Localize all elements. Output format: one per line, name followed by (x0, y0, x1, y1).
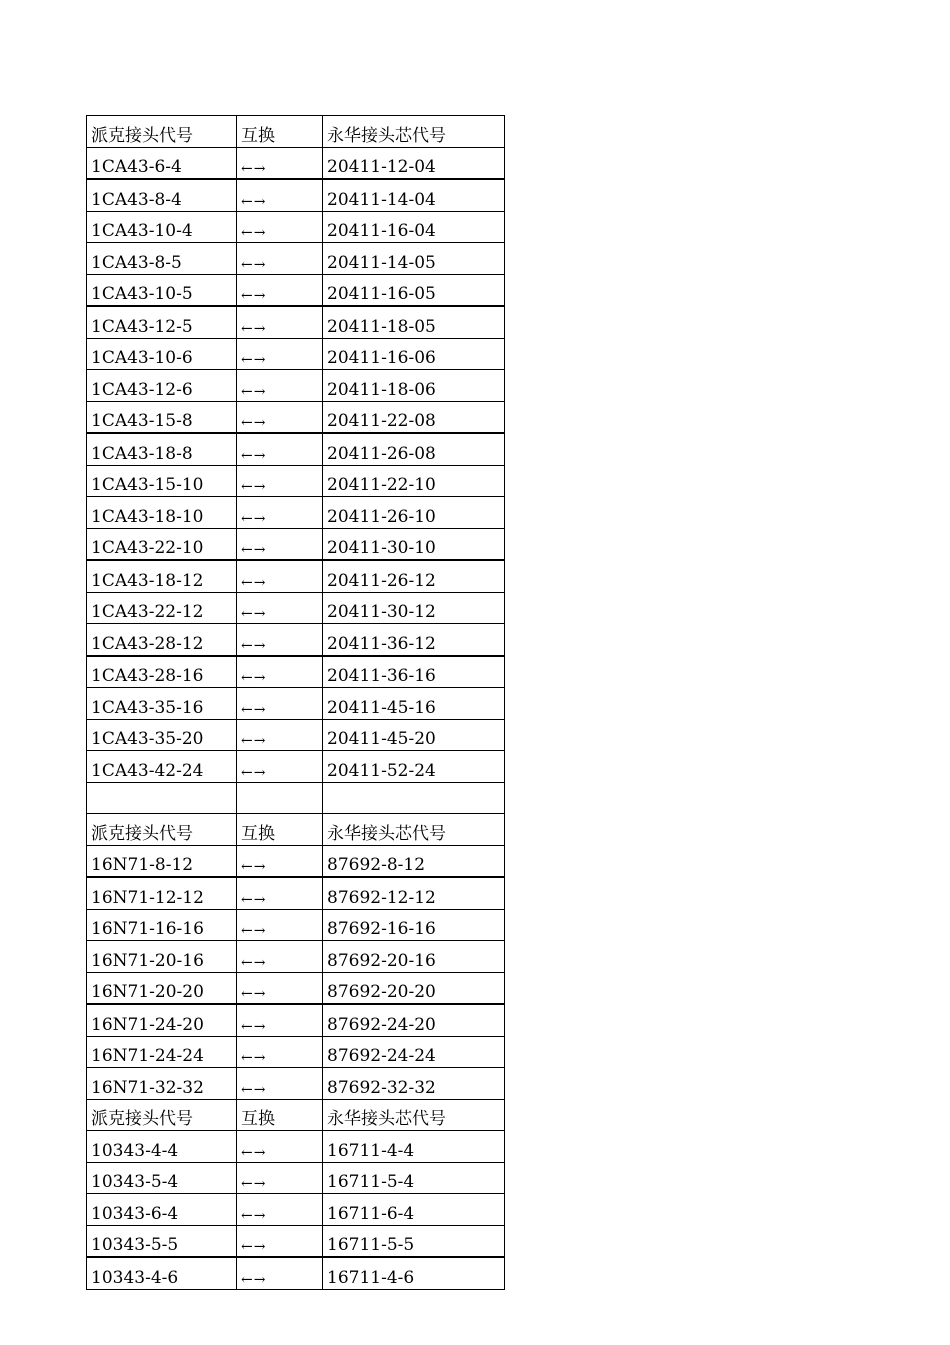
interchange-cell: ←→ (237, 909, 323, 941)
empty-cell (87, 782, 237, 814)
table-row (87, 624, 505, 656)
interchange-cell: ←→ (237, 1225, 323, 1257)
parker-code-cell: 1CA43-35-20 (87, 719, 237, 751)
table-row (87, 909, 505, 941)
interchange-cell: ←→ (237, 179, 323, 211)
parker-code-cell: 16N71-8-12 (87, 845, 237, 877)
yonghua-code-cell: 87692-20-16 (323, 941, 505, 973)
interchange-cell: ←→ (237, 528, 323, 560)
yonghua-code-cell: 20411-45-20 (323, 719, 505, 751)
empty-cell (323, 782, 505, 814)
header-yonghua-code: 永华接头芯代号 (323, 1099, 505, 1131)
yonghua-code-cell: 20411-26-12 (323, 560, 505, 592)
yonghua-code-cell: 20411-22-10 (323, 465, 505, 497)
table-row (87, 751, 505, 783)
yonghua-code-cell: 87692-24-24 (323, 1036, 505, 1068)
yonghua-code-cell: 87692-20-20 (323, 972, 505, 1004)
parker-code-cell: 1CA43-18-12 (87, 560, 237, 592)
interchange-cell: ←→ (237, 1131, 323, 1163)
interchange-cell: ←→ (237, 592, 323, 624)
parker-code-cell: 1CA43-10-6 (87, 338, 237, 370)
yonghua-code-cell: 20411-30-10 (323, 528, 505, 560)
interchange-cell: ←→ (237, 1162, 323, 1194)
parker-code-cell: 10343-4-6 (87, 1257, 237, 1289)
table-row (87, 1162, 505, 1194)
yonghua-code-cell: 20411-14-04 (323, 179, 505, 211)
yonghua-code-cell: 20411-18-05 (323, 306, 505, 338)
interchange-cell: ←→ (237, 465, 323, 497)
interchange-cell: ←→ (237, 751, 323, 783)
table-row (87, 211, 505, 243)
yonghua-code-cell: 20411-12-04 (323, 147, 505, 179)
interchange-cell: ←→ (237, 941, 323, 973)
interchange-cell: ←→ (237, 719, 323, 751)
header-interchange: 互换 (237, 116, 323, 148)
table-row (87, 592, 505, 624)
header-row (87, 814, 505, 846)
parker-code-cell: 1CA43-10-4 (87, 211, 237, 243)
interchange-cell: ←→ (237, 243, 323, 275)
yonghua-code-cell: 20411-26-08 (323, 433, 505, 465)
header-row (87, 116, 505, 148)
yonghua-code-cell: 87692-32-32 (323, 1068, 505, 1100)
table-row (87, 656, 505, 688)
parker-code-cell: 1CA43-8-4 (87, 179, 237, 211)
interchange-cell: ←→ (237, 211, 323, 243)
interchange-cell: ←→ (237, 401, 323, 433)
yonghua-code-cell: 20411-22-08 (323, 401, 505, 433)
parker-code-cell: 16N71-12-12 (87, 877, 237, 909)
parker-code-cell: 16N71-24-24 (87, 1036, 237, 1068)
table-row (87, 1004, 505, 1036)
parker-code-cell: 1CA43-28-12 (87, 624, 237, 656)
yonghua-code-cell: 20411-30-12 (323, 592, 505, 624)
table-row (87, 147, 505, 179)
interchange-cell: ←→ (237, 972, 323, 1004)
interchange-cell: ←→ (237, 274, 323, 306)
interchange-cell: ←→ (237, 845, 323, 877)
table-row (87, 560, 505, 592)
parker-code-cell: 1CA43-6-4 (87, 147, 237, 179)
parker-code-cell: 1CA43-15-8 (87, 401, 237, 433)
empty-cell (237, 782, 323, 814)
parker-code-cell: 1CA43-18-8 (87, 433, 237, 465)
parker-code-cell: 1CA43-8-5 (87, 243, 237, 275)
yonghua-code-cell: 20411-16-06 (323, 338, 505, 370)
table-row (87, 877, 505, 909)
table-row (87, 941, 505, 973)
interchange-cell: ←→ (237, 370, 323, 402)
table-row (87, 497, 505, 529)
cross-reference-sheet (86, 115, 505, 1290)
table-row (87, 401, 505, 433)
interchange-cell: ←→ (237, 306, 323, 338)
table-row (87, 1194, 505, 1226)
table-row (87, 306, 505, 338)
interchange-cell: ←→ (237, 497, 323, 529)
parker-code-cell: 10343-5-5 (87, 1225, 237, 1257)
table-row (87, 719, 505, 751)
parker-code-cell: 10343-5-4 (87, 1162, 237, 1194)
yonghua-code-cell: 20411-26-10 (323, 497, 505, 529)
yonghua-code-cell: 20411-36-16 (323, 656, 505, 688)
parker-code-cell: 1CA43-42-24 (87, 751, 237, 783)
parker-code-cell: 10343-6-4 (87, 1194, 237, 1226)
header-parker-code: 派克接头代号 (87, 814, 237, 846)
yonghua-code-cell: 16711-6-4 (323, 1194, 505, 1226)
parker-code-cell: 1CA43-12-6 (87, 370, 237, 402)
header-interchange: 互换 (237, 814, 323, 846)
interchange-cell: ←→ (237, 560, 323, 592)
header-yonghua-code: 永华接头芯代号 (323, 116, 505, 148)
table-row (87, 370, 505, 402)
yonghua-code-cell: 20411-16-04 (323, 211, 505, 243)
table-row (87, 972, 505, 1004)
table-row (87, 688, 505, 720)
yonghua-code-cell: 16711-4-4 (323, 1131, 505, 1163)
yonghua-code-cell: 20411-16-05 (323, 274, 505, 306)
header-parker-code: 派克接头代号 (87, 1099, 237, 1131)
header-interchange: 互换 (237, 1099, 323, 1131)
parker-code-cell: 16N71-32-32 (87, 1068, 237, 1100)
yonghua-code-cell: 20411-45-16 (323, 688, 505, 720)
table-row (87, 1257, 505, 1289)
yonghua-code-cell: 16711-5-4 (323, 1162, 505, 1194)
parker-code-cell: 16N71-20-16 (87, 941, 237, 973)
parker-code-cell: 16N71-24-20 (87, 1004, 237, 1036)
yonghua-code-cell: 87692-8-12 (323, 845, 505, 877)
yonghua-code-cell: 20411-36-12 (323, 624, 505, 656)
interchange-cell: ←→ (237, 624, 323, 656)
parker-code-cell: 1CA43-10-5 (87, 274, 237, 306)
parker-code-cell: 16N71-20-20 (87, 972, 237, 1004)
interchange-cell: ←→ (237, 1194, 323, 1226)
interchange-cell: ←→ (237, 338, 323, 370)
yonghua-code-cell: 87692-24-20 (323, 1004, 505, 1036)
header-yonghua-code: 永华接头芯代号 (323, 814, 505, 846)
table-row (87, 433, 505, 465)
table-row (87, 243, 505, 275)
parker-code-cell: 10343-4-4 (87, 1131, 237, 1163)
table-row (87, 1225, 505, 1257)
table-row (87, 528, 505, 560)
header-parker-code: 派克接头代号 (87, 116, 237, 148)
parker-code-cell: 1CA43-18-10 (87, 497, 237, 529)
interchange-cell: ←→ (237, 877, 323, 909)
table-row (87, 338, 505, 370)
yonghua-code-cell: 87692-16-16 (323, 909, 505, 941)
yonghua-code-cell: 20411-14-05 (323, 243, 505, 275)
parker-code-cell: 16N71-16-16 (87, 909, 237, 941)
yonghua-code-cell: 20411-52-24 (323, 751, 505, 783)
interchange-cell: ←→ (237, 1036, 323, 1068)
interchange-cell: ←→ (237, 1068, 323, 1100)
interchange-cell: ←→ (237, 656, 323, 688)
yonghua-code-cell: 20411-18-06 (323, 370, 505, 402)
sheet-body (87, 116, 505, 1290)
table-row (87, 179, 505, 211)
blank-row (87, 782, 505, 814)
interchange-cell: ←→ (237, 1004, 323, 1036)
parker-code-cell: 1CA43-22-10 (87, 528, 237, 560)
table-row (87, 1036, 505, 1068)
parker-code-cell: 1CA43-12-5 (87, 306, 237, 338)
table-row (87, 1131, 505, 1163)
table-row (87, 845, 505, 877)
interchange-cell: ←→ (237, 433, 323, 465)
parker-code-cell: 1CA43-15-10 (87, 465, 237, 497)
table-row (87, 1068, 505, 1100)
parker-code-cell: 1CA43-28-16 (87, 656, 237, 688)
parker-code-cell: 1CA43-22-12 (87, 592, 237, 624)
interchange-cell: ←→ (237, 1257, 323, 1289)
yonghua-code-cell: 16711-4-6 (323, 1257, 505, 1289)
yonghua-code-cell: 87692-12-12 (323, 877, 505, 909)
interchange-cell: ←→ (237, 147, 323, 179)
table-row (87, 465, 505, 497)
header-row (87, 1099, 505, 1131)
table-row (87, 274, 505, 306)
yonghua-code-cell: 16711-5-5 (323, 1225, 505, 1257)
interchange-cell: ←→ (237, 688, 323, 720)
parker-code-cell: 1CA43-35-16 (87, 688, 237, 720)
